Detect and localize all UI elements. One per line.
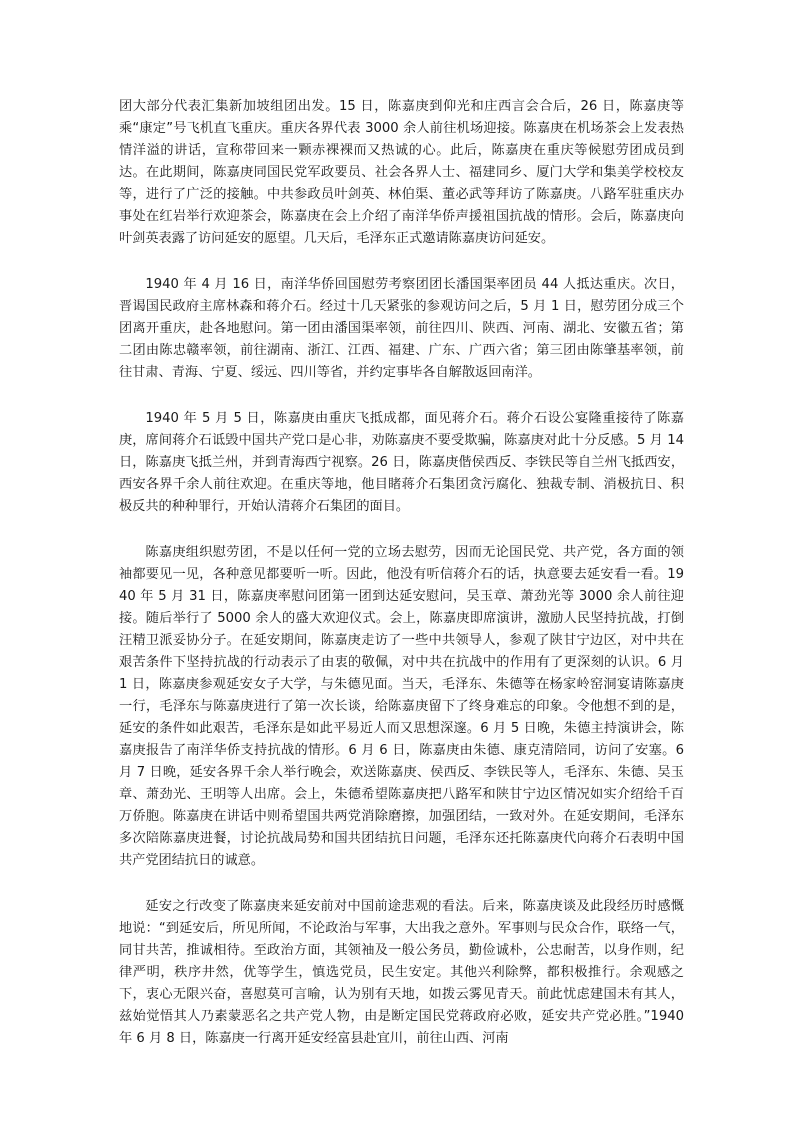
document-page: [119, 96, 684, 1050]
paragraph-yanan-visit: 陈嘉庚组织慰劳团，不是以任何一党的立场去慰劳，因而无论国民党、共产党，各方面的领袖都要见一见，各种意见都要听一听。因此，他没有听信蒋介石的话，执意要去延安看一看。1940 年 5 月 31 日，陈嘉庚率慰问团第一团到达延安慰问，吴玉章、萧劲光等 3000 余人前往迎接。随后举行了 5000 余人的盛大欢迎仪式。会上，陈嘉庚即席演讲，激励人民坚持抗战，打倒汪精卫派妥协分子。在延安期间，陈嘉庚走访了一些中共领导人，参观了陕甘宁边区，对中共在艰苦条件下坚持抗战的行动表示了由衷的敬佩，对中共在抗战中的作用有了更深刻的认识。6 月 1 日，陈嘉庚参观延安女子大学，与朱德见面。当天，毛泽东、朱德等在杨家岭窑洞宴请陈嘉庚一行，毛泽东与陈嘉庚进行了第一次长谈，给陈嘉庚留下了终身难忘的印象。令他想不到的是，延安的条件如此艰苦，毛泽东是如此平易近人而又思想深邃。6 月 5 日晚，朱德主持演讲会，陈嘉庚报告了南洋华侨支持抗战的情形。6 月 6 日，陈嘉庚由朱德、康克清陪同，访问了安塞。6 月 7 日晚，延安各界千余人举行晚会，欢送陈嘉庚、侯西反、李铁民等人，毛泽东、朱德、吴玉章、萧劲光、王明等人出席。会上，朱德希望陈嘉庚把八路军和陕甘宁边区情况如实介绍给千百万侨胞。陈嘉庚在讲话中则希望国共两党消除磨擦，加强团结，一致对外。在延安期间，毛泽东多次陪陈嘉庚进餐，讨论抗战局势和国共团结抗日问题，毛泽东还托陈嘉庚代向蒋介石表明中国共产党团结抗日的诚意。: [119, 545, 684, 868]
paragraph-delegation-arrival: 1940 年 4 月 16 日，南洋华侨回国慰劳考察团团长潘国渠率团员 44 人抵达重庆。次日，晋谒国民政府主席林森和蒋介石。经过十几天紧张的参观访问之后，5 月 1 日，慰劳团分成三个团离开重庆，赴各地慰问。第一团由潘国渠率领，前往四川、陕西、河南、湖北、安徽五省；第二团由陈忠赣率领，前往湖南、浙江、江西、福建、广东、广西六省；第三团由陈肇基率领，前往甘肃、青海、宁夏、绥远、四川等省，并约定事毕各自解散返回南洋。: [119, 277, 684, 380]
paragraph-continuation: 团大部分代表汇集新加坡组团出发。15 日，陈嘉庚到仰光和庄西言会合后，26 日，陈嘉庚等乘“康定”号飞机直飞重庆。重庆各界代表 3000 余人前往机场迎接。陈嘉庚在机场茶会上发表热情洋溢的讲话，宣称带回来一颗赤裸裸而又热诚的心。此后，陈嘉庚在重庆等候慰劳团成员到达。在此期间，陈嘉庚同国民党军政要员、社会各界人士、福建同乡、厦门大学和集美学校校友等，进行了广泛的接触。中共参政员叶剑英、林伯渠、董必武等拜访了陈嘉庚。八路军驻重庆办事处在红岩举行欢迎茶会，陈嘉庚在会上介绍了南洋华侨声援祖国抗战的情形。会后，陈嘉庚向叶剑英表露了访问延安的愿望。几天后，毛泽东正式邀请陈嘉庚访问延安。: [119, 99, 684, 246]
paragraph-chengdu-meeting: 1940 年 5 月 5 日，陈嘉庚由重庆飞抵成都，面见蒋介石。蒋介石设公宴隆重接待了陈嘉庚，席间蒋介石诋毁中国共产党口是心非，劝陈嘉庚不要受欺骗，陈嘉庚对此十分反感。5 月 14 日，陈嘉庚飞抵兰州，并到青海西宁视察。26 日，陈嘉庚偕侯西反、李铁民等自兰州飞抵西安，西安各界千余人前往欢迎。在重庆等地，他目睹蒋介石集团贪污腐化、独裁专制、消极抗日、积极反共的种种罪行，开始认清蒋介石集团的面目。: [119, 411, 684, 514]
paragraph-yanan-impressions: 延安之行改变了陈嘉庚来延安前对中国前途悲观的看法。后来，陈嘉庚谈及此段经历时感慨地说：“到延安后，所见所闻，不论政治与军事，大出我之意外。军事则与民众合作，联络一气，同甘共苦，推诚相待。至政治方面，其领袖及一般公务员，勤俭诚朴，公忠耐苦，以身作则，纪律严明，秩序井然，优等学生，慎选党员，民生安定。其他兴利除弊，都积极推行。余观感之下，衷心无限兴奋，喜慰莫可言喻，认为别有天地，如拨云雾见青天。前此忧虑建国未有其人，兹始觉悟其人乃素蒙恶名之共产党人物，由是断定国民党蒋政府必败，延安共产党必胜。”1940 年 6 月 8 日，陈嘉庚一行离开延安经富县赴宜川，前往山西、河南: [119, 899, 684, 1046]
